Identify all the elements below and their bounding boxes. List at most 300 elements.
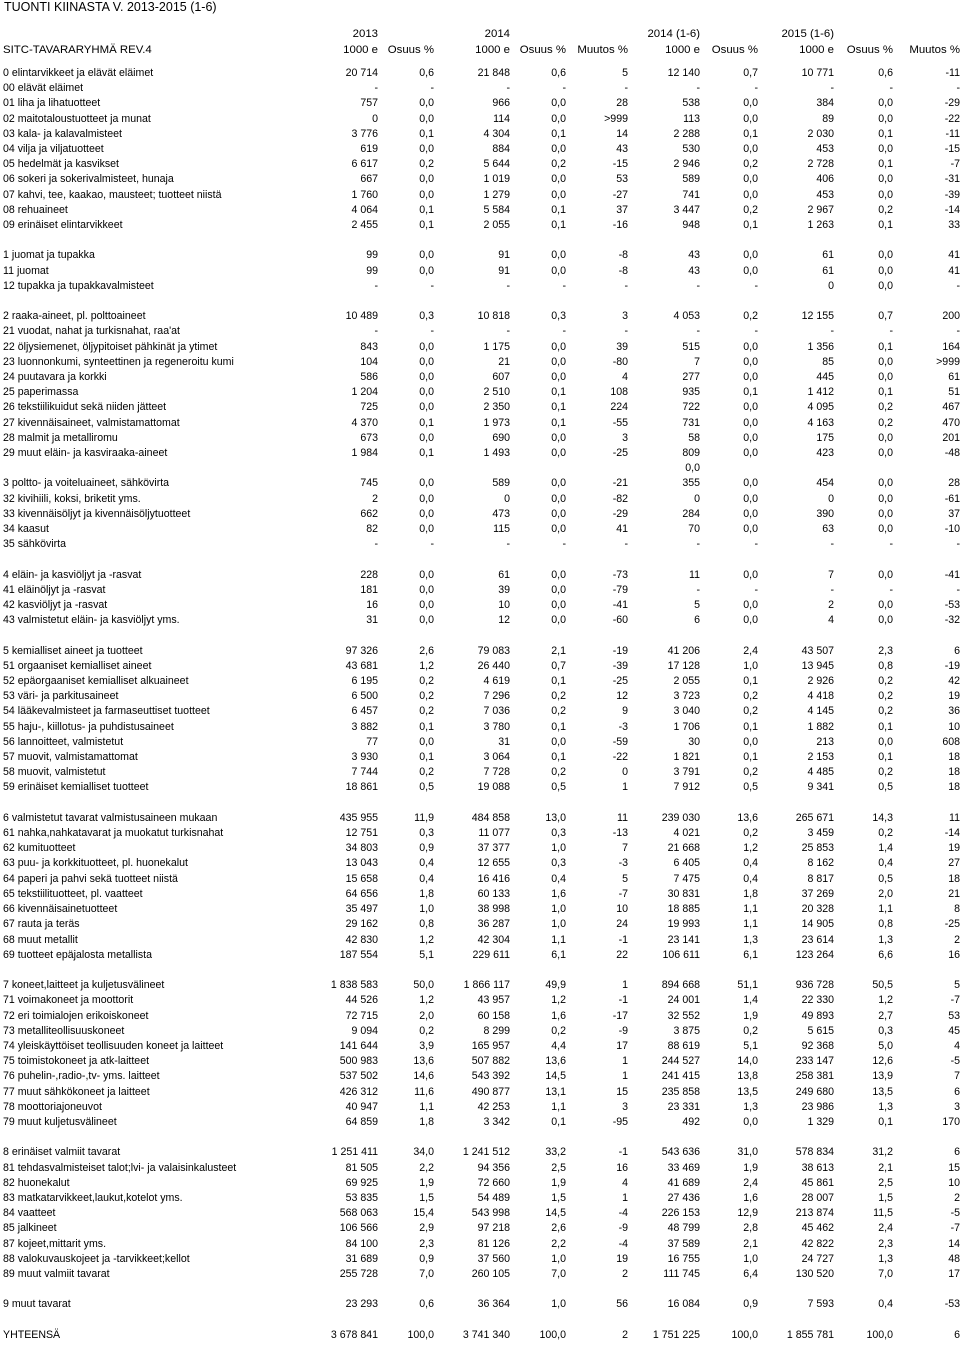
row-label: 64 paperi ja pahvi sekä tuotteet niistä xyxy=(3,872,178,885)
row-value: >999 xyxy=(604,112,628,125)
row-label: 88 valokuvauskojeet ja -tarvikkeet;kellot xyxy=(3,1252,190,1265)
row-value: 42 822 xyxy=(801,1237,834,1250)
row-value: 1 706 xyxy=(673,720,700,733)
row-value: 21 848 xyxy=(477,67,510,79)
row-value: 0,8 xyxy=(878,659,893,672)
row-value: -25 xyxy=(612,675,628,688)
row-value: 13,8 xyxy=(737,1070,758,1083)
row-value: 13,5 xyxy=(872,1085,893,1098)
row-value xyxy=(893,26,960,42)
row-value: 0,0 xyxy=(878,249,893,262)
table-row xyxy=(0,948,960,963)
row-value: 0,0 xyxy=(551,447,566,460)
table-row xyxy=(0,264,960,279)
row-value: 1,4 xyxy=(878,842,893,855)
row-value: 390 xyxy=(816,507,834,520)
row-value: 0,0 xyxy=(419,401,434,414)
row-value: 2 967 xyxy=(807,203,834,216)
row-value: - xyxy=(374,538,378,551)
row-label: 42 kasviöljyt ja -rasvat xyxy=(3,599,108,612)
row-value: Muutos % xyxy=(577,44,628,56)
row-label: 3 poltto- ja voiteluaineet, sähkövirta xyxy=(3,477,170,490)
row-value: 260 105 xyxy=(471,1267,510,1280)
row-value: 0,1 xyxy=(551,1115,566,1128)
table-row xyxy=(0,978,960,993)
row-value: -1 xyxy=(618,994,628,1007)
row-value: 1,0 xyxy=(743,1252,758,1265)
row-value: -27 xyxy=(612,188,628,201)
row-value xyxy=(510,26,566,42)
row-value: 2014 xyxy=(484,28,510,40)
spacer-row xyxy=(0,628,960,643)
row-value: 6 xyxy=(954,1328,960,1341)
table-row xyxy=(0,218,960,233)
table-row xyxy=(0,917,960,932)
row-label: 76 puhelin-,radio-,tv- yms. laitteet xyxy=(3,1070,160,1083)
row-value: 0,1 xyxy=(551,219,566,232)
row-value: 3 882 xyxy=(351,720,378,733)
row-label: 89 muut valmiit tavarat xyxy=(3,1267,110,1280)
row-value: 0,0 xyxy=(743,614,758,627)
row-value: 0 xyxy=(622,766,628,779)
row-value: 43 681 xyxy=(345,659,378,672)
row-value: 0,0 xyxy=(743,143,758,156)
row-value: 13,9 xyxy=(872,1070,893,1083)
row-value: 37 xyxy=(948,507,960,520)
row-value: -53 xyxy=(944,1298,960,1311)
row-value: 0,0 xyxy=(878,447,893,460)
row-value: 53 xyxy=(616,173,628,186)
table-row xyxy=(0,598,960,613)
row-value: 0 xyxy=(828,492,834,505)
row-value: 12 155 xyxy=(801,310,834,323)
row-value: 42 304 xyxy=(477,933,510,946)
row-value: 100,0 xyxy=(539,1328,566,1341)
row-value: -19 xyxy=(944,659,960,672)
table-row xyxy=(0,507,960,522)
row-value: 16 084 xyxy=(667,1298,700,1311)
table-row xyxy=(0,674,960,689)
row-value: 39 xyxy=(616,340,628,353)
spacer xyxy=(0,963,960,978)
row-value: 10 489 xyxy=(345,310,378,323)
row-value: 141 644 xyxy=(339,1039,378,1052)
row-value: 1,2 xyxy=(419,994,434,1007)
row-value: 6 xyxy=(954,1146,960,1159)
row-value: 3 040 xyxy=(673,705,700,718)
row-value: 0,2 xyxy=(419,1024,434,1037)
row-value: -53 xyxy=(944,599,960,612)
row-value: - xyxy=(889,583,893,596)
row-value: 2,3 xyxy=(878,644,893,657)
row-value: 0,1 xyxy=(878,340,893,353)
row-value: 6,4 xyxy=(743,1267,758,1280)
row-value: 0,0 xyxy=(743,340,758,353)
row-value: 11 077 xyxy=(478,827,510,840)
row-value: 13,6 xyxy=(545,1055,566,1068)
table-row xyxy=(0,279,960,294)
row-value: 244 527 xyxy=(661,1055,700,1068)
row-value: 49,9 xyxy=(545,979,566,992)
row-value: 6 405 xyxy=(673,857,700,870)
row-value: 0,4 xyxy=(551,872,566,885)
row-value: 2 926 xyxy=(807,675,834,688)
row-label: 74 yleiskäyttöiset teollisuuden koneet ja laitteet xyxy=(3,1039,224,1052)
row-value: 0,1 xyxy=(743,386,758,399)
table-row xyxy=(0,872,960,887)
row-value: 0,0 xyxy=(551,614,566,627)
row-value: 1,9 xyxy=(743,1009,758,1022)
row-value: -4 xyxy=(618,1207,628,1220)
row-value: 406 xyxy=(816,173,834,186)
row-value: 1 xyxy=(622,781,628,794)
row-value: 229 611 xyxy=(472,948,510,961)
spacer-row xyxy=(0,58,960,66)
row-value: - xyxy=(624,82,628,95)
row-label: 08 rehuaineet xyxy=(3,203,68,216)
row-value: 10 xyxy=(948,1176,960,1189)
row-label: 63 puu- ja korkkituotteet, pl. huonekalut xyxy=(3,857,188,870)
row-value: 0,0 xyxy=(419,249,434,262)
row-value: 3 875 xyxy=(673,1024,700,1037)
row-value: 213 874 xyxy=(795,1207,834,1220)
row-label: 25 paperimassa xyxy=(3,386,79,399)
row-value: 63 xyxy=(822,523,834,536)
row-value: 1,9 xyxy=(743,1161,758,1174)
row-value: 1 356 xyxy=(807,340,834,353)
row-value: 10 xyxy=(498,599,510,612)
row-label: 62 kumituotteet xyxy=(3,842,76,855)
row-value: 7 593 xyxy=(807,1298,834,1311)
row-value: 0,0 xyxy=(419,371,434,384)
table-row xyxy=(0,188,960,203)
row-value: 3 xyxy=(622,310,628,323)
row-value: 1,3 xyxy=(878,933,893,946)
row-value: 470 xyxy=(942,416,960,429)
spacer xyxy=(0,552,960,567)
row-value: 492 xyxy=(682,1115,700,1128)
row-value: 89 xyxy=(822,112,834,125)
row-value: 0,0 xyxy=(419,431,434,444)
row-value: 0 xyxy=(504,492,510,505)
row-value: 45 xyxy=(948,1024,960,1037)
row-value: 0,2 xyxy=(551,705,566,718)
row-value: 2 455 xyxy=(351,219,378,232)
row-value: 2,1 xyxy=(878,1161,893,1174)
row-value: 7 728 xyxy=(483,766,510,779)
row-value: 14,5 xyxy=(545,1070,566,1083)
row-value: 0,0 xyxy=(743,97,758,110)
row-value: 0,0 xyxy=(551,371,566,384)
row-value: 64 859 xyxy=(345,1115,378,1128)
row-value: 0,0 xyxy=(551,97,566,110)
row-value: 8 299 xyxy=(483,1024,510,1037)
row-value: 0,2 xyxy=(743,705,758,718)
row-value xyxy=(510,461,566,476)
row-value: 0,2 xyxy=(551,690,566,703)
row-value: 0,2 xyxy=(878,705,893,718)
row-value: -3 xyxy=(618,720,628,733)
spacer xyxy=(0,628,960,643)
row-value: 16 755 xyxy=(667,1252,700,1265)
row-value: 43 xyxy=(616,143,628,156)
row-value: 0,2 xyxy=(878,675,893,688)
row-label: 06 sokeri ja sokerivalmisteet, hunaja xyxy=(3,173,174,186)
row-value: 0,2 xyxy=(551,158,566,171)
row-value: 29 162 xyxy=(345,918,378,931)
row-value: 18 xyxy=(948,751,960,764)
row-value: 0,0 xyxy=(878,431,893,444)
row-value: 43 957 xyxy=(477,994,510,1007)
row-value: -16 xyxy=(612,219,628,232)
row-label: 69 tuotteet epäjalosta metallista xyxy=(3,948,152,961)
row-value: 7 xyxy=(828,568,834,581)
row-value: - xyxy=(506,325,510,338)
row-value: -25 xyxy=(612,447,628,460)
row-value xyxy=(834,461,893,476)
row-value: 515 xyxy=(682,340,700,353)
row-value: 1,3 xyxy=(743,933,758,946)
row-value: 7,0 xyxy=(551,1267,566,1280)
row-value: 9 xyxy=(622,705,628,718)
row-value: 3 xyxy=(622,431,628,444)
row-value: 2,4 xyxy=(743,1176,758,1189)
row-value: -7 xyxy=(950,158,960,171)
row-value: - xyxy=(754,325,758,338)
row-value: 13,5 xyxy=(737,1085,758,1098)
row-value: 72 660 xyxy=(477,1176,510,1189)
table-row xyxy=(0,780,960,795)
row-value: 4 370 xyxy=(351,416,378,429)
row-label: 12 tupakka ja tupakkavalmisteet xyxy=(3,279,154,292)
row-value: 589 xyxy=(492,477,510,490)
row-value: 12 655 xyxy=(477,857,510,870)
table-row xyxy=(0,993,960,1008)
row-value: 91 xyxy=(498,264,510,277)
table-row xyxy=(0,1252,960,1267)
row-value: 6 xyxy=(694,614,700,627)
row-value: 213 xyxy=(816,735,834,748)
row-value: 1,0 xyxy=(419,903,434,916)
row-value xyxy=(700,26,758,42)
row-value: 3,9 xyxy=(419,1039,434,1052)
row-value: 0,2 xyxy=(743,203,758,216)
row-value: 5 615 xyxy=(807,1024,834,1037)
row-label: 04 vilja ja viljatuotteet xyxy=(3,143,104,156)
row-value: 7 xyxy=(954,1070,960,1083)
row-value: 6,1 xyxy=(743,948,758,961)
row-label: 07 kahvi, tee, kaakao, mausteet; tuotteet niistä xyxy=(3,188,222,201)
table-row xyxy=(0,1237,960,1252)
row-value: 70 xyxy=(688,523,700,536)
table-row xyxy=(0,1100,960,1115)
table-row xyxy=(0,1161,960,1176)
row-value: 355 xyxy=(682,477,700,490)
row-value: 0,0 xyxy=(419,583,434,596)
row-value: 39 xyxy=(498,583,510,596)
row-value: 0,0 xyxy=(743,599,758,612)
row-value: 6 xyxy=(954,1085,960,1098)
header-row-columns xyxy=(0,42,960,58)
row-value: - xyxy=(562,325,566,338)
row-value: 0,0 xyxy=(743,371,758,384)
row-value: - xyxy=(374,82,378,95)
table-row xyxy=(0,933,960,948)
row-value: 235 858 xyxy=(661,1085,700,1098)
table-row xyxy=(0,750,960,765)
row-value: 0,1 xyxy=(551,127,566,140)
row-value: -61 xyxy=(944,492,960,505)
row-value: 165 957 xyxy=(471,1039,510,1052)
row-value: 0,0 xyxy=(419,599,434,612)
row-value: 2,1 xyxy=(743,1237,758,1250)
row-value: 1,3 xyxy=(878,1252,893,1265)
table-row xyxy=(0,811,960,826)
row-value: 0,1 xyxy=(419,751,434,764)
row-value: 1,3 xyxy=(743,1100,758,1113)
spacer xyxy=(0,1313,960,1328)
row-value: 123 264 xyxy=(795,948,834,961)
table-row xyxy=(0,583,960,598)
row-value: 19 xyxy=(616,1252,628,1265)
row-value: 0,0 xyxy=(419,507,434,520)
row-value: 568 063 xyxy=(339,1207,378,1220)
row-value: 0,1 xyxy=(551,675,566,688)
row-value: 12 xyxy=(616,690,628,703)
row-value: 8 162 xyxy=(807,857,834,870)
row-value: - xyxy=(830,82,834,95)
table-row xyxy=(0,1024,960,1039)
row-value: Muutos % xyxy=(909,44,960,56)
row-value: 0,2 xyxy=(419,766,434,779)
row-value: 1,9 xyxy=(551,1176,566,1189)
row-value: 33,2 xyxy=(545,1146,566,1159)
row-value: 113 xyxy=(683,112,700,125)
row-value: 31 xyxy=(498,735,510,748)
row-value: 0,1 xyxy=(743,127,758,140)
row-value: 11 xyxy=(617,811,628,824)
row-value: - xyxy=(956,82,960,95)
row-value: 18 861 xyxy=(345,781,378,794)
row-value: 473 xyxy=(492,507,510,520)
row-value xyxy=(834,26,893,42)
row-value: 100,0 xyxy=(866,1328,893,1341)
table-row xyxy=(0,96,960,111)
row-value: 3 459 xyxy=(807,827,834,840)
row-value: 0,0 xyxy=(878,477,893,490)
row-label: 77 muut sähkökoneet ja laitteet xyxy=(3,1085,150,1098)
row-value: 16 xyxy=(366,599,378,612)
row-value: 249 680 xyxy=(795,1085,834,1098)
row-value: 16 416 xyxy=(477,872,510,885)
row-value: 0,1 xyxy=(551,386,566,399)
row-label: 58 muovit, valmistetut xyxy=(3,766,106,779)
row-value: -95 xyxy=(612,1115,628,1128)
row-label: 87 kojeet,mittarit yms. xyxy=(3,1237,107,1250)
row-value: 61 xyxy=(822,264,834,277)
row-value: 0,0 xyxy=(743,507,758,520)
row-value: 0,0 xyxy=(419,386,434,399)
row-value: -14 xyxy=(944,827,960,840)
row-value: 2013 xyxy=(352,28,378,40)
row-value: 1,2 xyxy=(743,842,758,855)
spacer xyxy=(0,294,960,309)
row-value: 1,0 xyxy=(551,842,566,855)
row-value: 0,1 xyxy=(878,219,893,232)
row-value: 60 133 xyxy=(477,887,510,900)
row-value: 20 714 xyxy=(345,67,378,79)
row-value: -29 xyxy=(612,507,628,520)
row-value: 1 821 xyxy=(673,751,700,764)
row-value: 13,0 xyxy=(545,811,566,824)
row-label: 6 valmistetut tavarat valmistusaineen mukaan xyxy=(3,811,218,824)
row-value: 106 611 xyxy=(662,948,700,961)
row-value: 2 xyxy=(372,492,378,505)
row-value: 44 526 xyxy=(345,994,378,1007)
row-value: 1,0 xyxy=(551,903,566,916)
row-value: 34 803 xyxy=(345,842,378,855)
row-value: 28 007 xyxy=(801,1191,834,1204)
row-value: 2 510 xyxy=(483,386,510,399)
row-value: 0,0 xyxy=(551,599,566,612)
table-row xyxy=(0,1085,960,1100)
row-value: 130 520 xyxy=(795,1267,834,1280)
row-value: 0,8 xyxy=(419,918,434,931)
row-value: 4 485 xyxy=(807,766,834,779)
row-value: 49 893 xyxy=(801,1009,834,1022)
row-value: 14,5 xyxy=(545,1207,566,1220)
row-value: 258 381 xyxy=(795,1070,834,1083)
row-value: 36 xyxy=(948,705,960,718)
row-value: 233 147 xyxy=(795,1055,834,1068)
row-value: 40 947 xyxy=(345,1100,378,1113)
row-value: 114 xyxy=(493,112,510,125)
row-value: 0,3 xyxy=(878,1024,893,1037)
row-value: 0,0 xyxy=(743,401,758,414)
row-value: 0,2 xyxy=(743,827,758,840)
row-value: 11 xyxy=(949,811,960,824)
row-value: 2,4 xyxy=(878,1222,893,1235)
row-value: 1 263 xyxy=(807,219,834,232)
row-value: -11 xyxy=(945,67,960,79)
row-value: 2 288 xyxy=(673,127,700,140)
row-value: 7 296 xyxy=(483,690,510,703)
row-value: 0,2 xyxy=(878,416,893,429)
row-value: 15,4 xyxy=(413,1207,434,1220)
row-value: 11,9 xyxy=(414,811,434,824)
row-value: 99 xyxy=(366,249,378,262)
table-row xyxy=(0,659,960,674)
row-value: 6 617 xyxy=(351,158,378,171)
row-value: 0,0 xyxy=(419,735,434,748)
row-value: 13 945 xyxy=(801,659,834,672)
row-label: 82 huonekalut xyxy=(3,1176,70,1189)
row-value: 0,1 xyxy=(878,386,893,399)
row-label: 41 eläinöljyt ja -rasvat xyxy=(3,583,106,596)
row-value: 21 668 xyxy=(667,842,700,855)
row-value: 82 xyxy=(366,523,378,536)
row-value: 7 xyxy=(694,355,700,368)
row-value: 2,0 xyxy=(419,1009,434,1022)
row-value: 2 350 xyxy=(483,401,510,414)
row-label: 51 orgaaniset kemialliset aineet xyxy=(3,659,152,672)
row-value: 2 xyxy=(954,933,960,946)
row-value: 0,0 xyxy=(551,507,566,520)
row-value: 1,2 xyxy=(419,933,434,946)
table-row xyxy=(0,735,960,750)
row-value: 1 xyxy=(622,1055,628,1068)
row-value: Osuus % xyxy=(519,44,566,56)
